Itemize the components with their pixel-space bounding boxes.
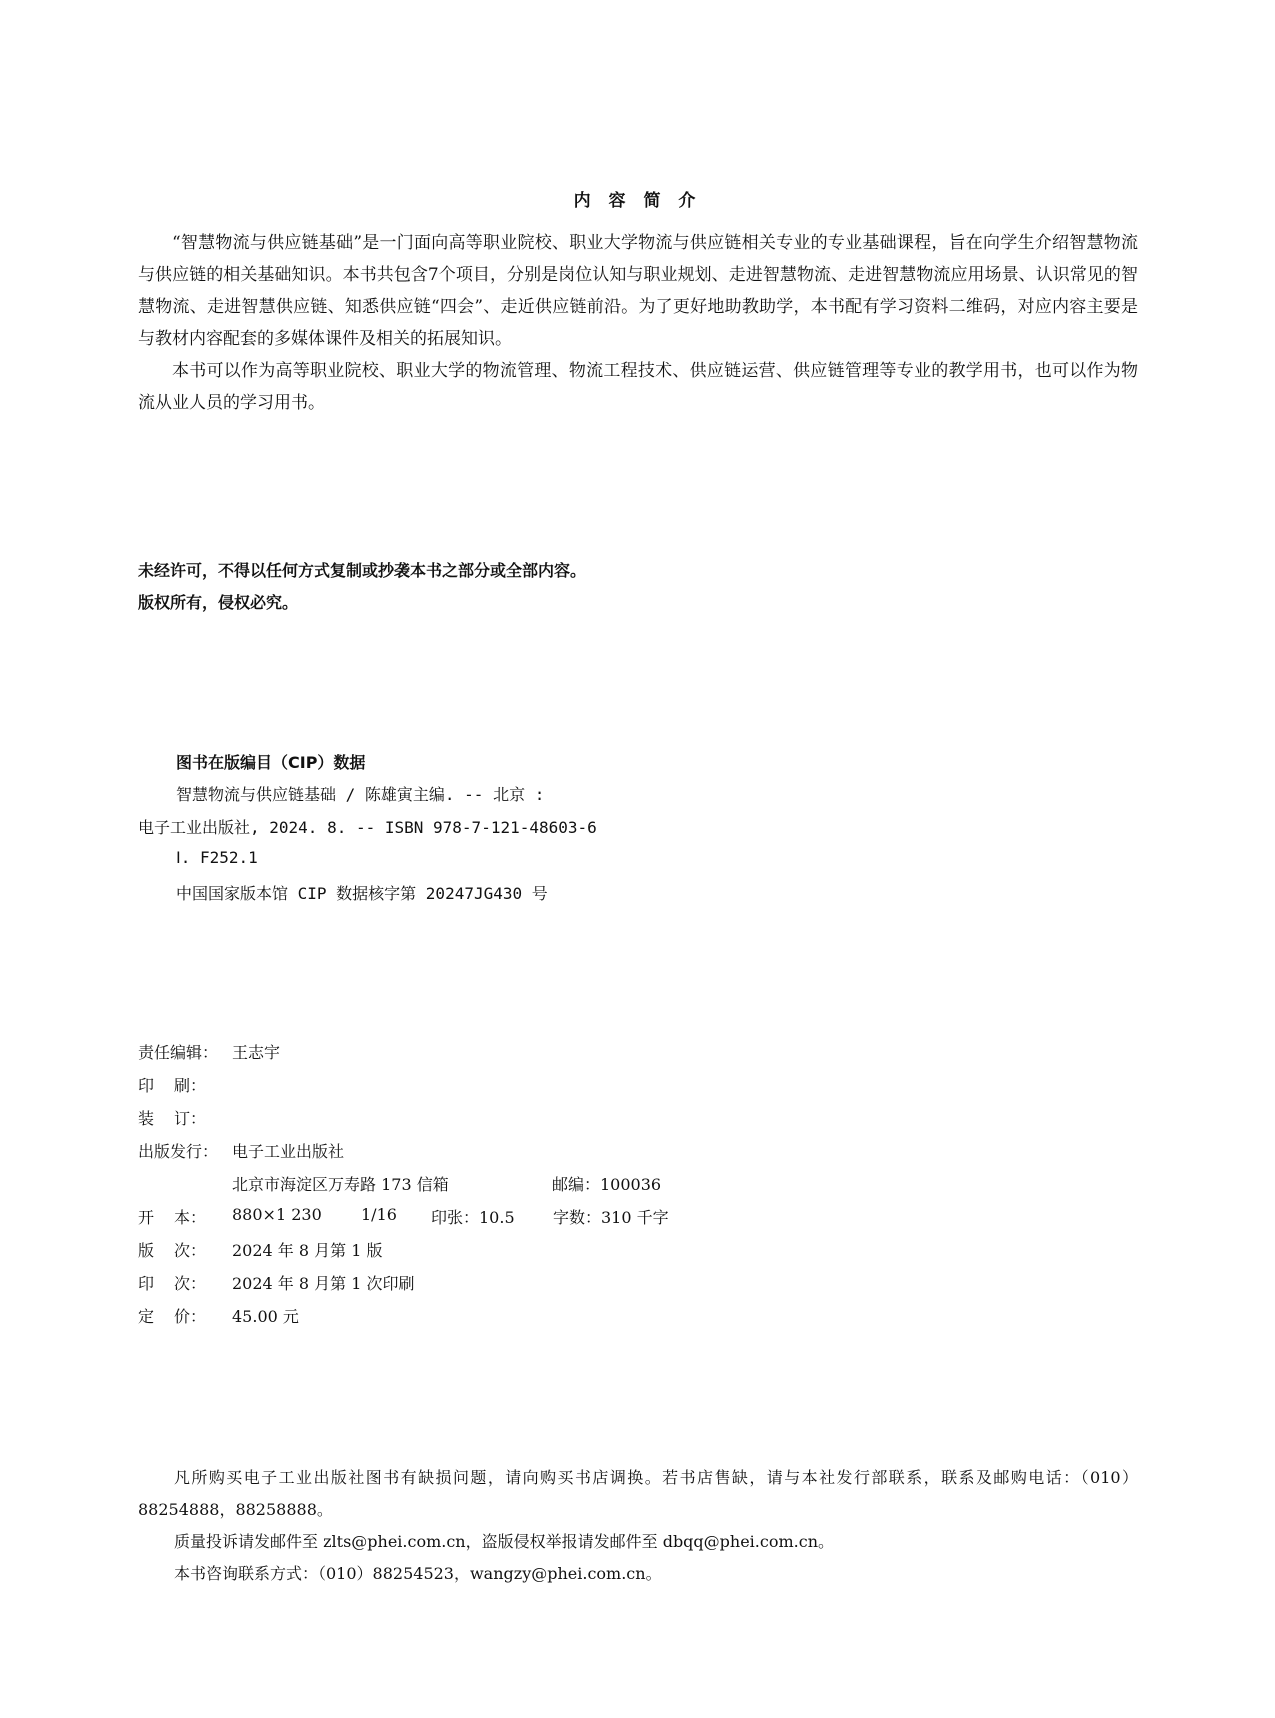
format-value: 880×1 230 bbox=[232, 1205, 322, 1224]
editor-value: 王志宇 bbox=[232, 1043, 281, 1062]
intro-paragraph-1: “智慧物流与供应链基础”是一门面向高等职业院校、职业大学物流与供应链相关专业的专业基础课程，旨在向学生介绍智慧物流与供应链的相关基础知识。本书共包含7个项目，分别是岗位认知与职业规划、走进智慧物流、走进智慧物流应用场景、认识常见的智慧物流、走进智慧供应链、知悉供应链“四会”、走近供应链前沿。为了更好地助教助学，本书配有学习资料二维码，对应内容主要是与教材内容配套的多媒体课件及相关的拓展知识。 bbox=[138, 233, 1138, 349]
footer-paragraph-3: 本书咨询联系方式：（010）88254523，wangzy@phei.com.cn。 bbox=[174, 1564, 662, 1583]
edition-label-b: 次： bbox=[174, 1241, 207, 1260]
cip-title: 图书在版编目（CIP）数据 bbox=[176, 753, 366, 772]
impression-label-b: 次： bbox=[174, 1274, 207, 1293]
bind-label-a: 装 bbox=[138, 1109, 155, 1128]
cip-line-1: 智慧物流与供应链基础 / 陈雄寅主编. -- 北京 : bbox=[176, 785, 545, 804]
intro-paragraph-2: 本书可以作为高等职业院校、职业大学的物流管理、物流工程技术、供应链运营、供应链管理等专业的教学用书，也可以作为物流从业人员的学习用书。 bbox=[138, 361, 1138, 413]
edition-value: 2024 年 8 月第 1 版 bbox=[232, 1241, 383, 1260]
price-label-a: 定 bbox=[138, 1307, 155, 1326]
words-value: 字数：310 千字 bbox=[553, 1208, 669, 1227]
footer-paragraph-1: 凡所购买电子工业出版社图书有缺损问题，请向购买书店调换。若书店售缺，请与本社发行部联系，联系及邮购电话：（010）88254888，88258888。 bbox=[138, 1468, 1138, 1519]
postcode-value: 邮编：100036 bbox=[552, 1175, 662, 1194]
edition-label-a: 版 bbox=[138, 1241, 155, 1260]
cip-line-4: 中国国家版本馆 CIP 数据核字第 20247JG430 号 bbox=[176, 884, 548, 903]
intro-title: 内 容 简 介 bbox=[573, 191, 702, 211]
format-label-b: 本： bbox=[174, 1208, 207, 1227]
rights-notice: 未经许可，不得以任何方式复制或抄袭本书之部分或全部内容。 bbox=[138, 561, 587, 580]
publisher-value: 电子工业出版社 bbox=[232, 1142, 345, 1161]
rights-reserved: 版权所有，侵权必究。 bbox=[138, 593, 299, 612]
editor-label: 责任编辑： bbox=[138, 1043, 219, 1062]
print-label-b: 刷： bbox=[174, 1076, 207, 1095]
footer-paragraph-2: 质量投诉请发邮件至 zlts@phei.com.cn，盗版侵权举报请发邮件至 dbqq@phei.com.cn。 bbox=[174, 1532, 835, 1551]
price-value: 45.00 元 bbox=[232, 1307, 299, 1326]
format-label-a: 开 bbox=[138, 1208, 155, 1227]
cip-line-2: 电子工业出版社, 2024. 8. -- ISBN 978-7-121-48603-6 bbox=[138, 818, 597, 837]
sheets-value: 印张：10.5 bbox=[431, 1208, 515, 1227]
bind-label-b: 订： bbox=[174, 1109, 207, 1128]
cip-line-3: Ⅰ. F252.1 bbox=[176, 848, 258, 867]
format-fold: 1/16 bbox=[361, 1205, 397, 1224]
address-value: 北京市海淀区万寿路 173 信箱 bbox=[232, 1175, 449, 1194]
publisher-label: 出版发行： bbox=[138, 1142, 219, 1161]
impression-label-a: 印 bbox=[138, 1274, 155, 1293]
print-label-a: 印 bbox=[138, 1076, 155, 1095]
price-label-b: 价： bbox=[174, 1307, 207, 1326]
impression-value: 2024 年 8 月第 1 次印刷 bbox=[232, 1274, 415, 1293]
